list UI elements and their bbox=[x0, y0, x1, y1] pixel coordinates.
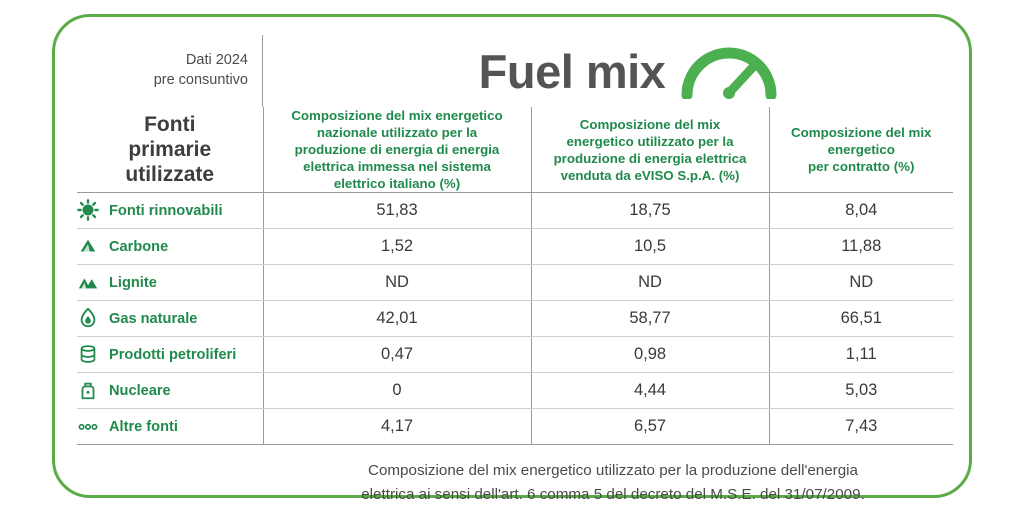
value-contract: 66,51 bbox=[769, 301, 953, 337]
source-cell bbox=[77, 337, 263, 373]
footnote bbox=[77, 459, 953, 506]
source-label: Prodotti petroliferi bbox=[109, 346, 237, 363]
hdr-c-l1: Composizione del mix bbox=[791, 125, 932, 141]
table-body bbox=[77, 193, 953, 445]
gauge-icon bbox=[681, 43, 777, 99]
source-label: Carbone bbox=[109, 238, 169, 255]
value-contract: 1,11 bbox=[769, 337, 953, 373]
footnote-line-2: elettrica ai sensi dell'art. 6 comma 5 del decreto del M.S.E. del 31/07/2009. bbox=[361, 485, 865, 503]
hdr-c-l3: per contratto (%) bbox=[808, 159, 915, 175]
table-row bbox=[77, 337, 953, 373]
table-row bbox=[77, 301, 953, 337]
source-cell bbox=[77, 373, 263, 409]
table-row bbox=[77, 373, 953, 409]
source-cell bbox=[77, 301, 263, 337]
other-sources-icon bbox=[77, 415, 99, 439]
value-contract: 5,03 bbox=[769, 373, 953, 409]
source-cell bbox=[77, 229, 263, 265]
column-header-national bbox=[263, 107, 531, 193]
table-row bbox=[77, 229, 953, 265]
value-national: ND bbox=[263, 265, 531, 301]
footnote-line-1: Composizione del mix energetico utilizzato per la produzione dell'energia bbox=[367, 462, 859, 480]
period-line-1: Dati 2024 bbox=[185, 52, 248, 69]
value-national: 4,17 bbox=[263, 409, 531, 445]
fuel-mix-card bbox=[52, 14, 972, 503]
nuclear-plant-icon bbox=[77, 379, 99, 403]
value-national: 1,52 bbox=[263, 229, 531, 265]
table-header-row bbox=[77, 107, 953, 193]
value-contract: ND bbox=[769, 265, 953, 301]
oil-barrel-icon bbox=[77, 343, 99, 367]
table-row bbox=[77, 193, 953, 229]
value-eviso: 4,44 bbox=[531, 373, 769, 409]
value-national: 0 bbox=[263, 373, 531, 409]
hdr-c-l2: energetico bbox=[827, 142, 895, 158]
value-national: 0,47 bbox=[263, 337, 531, 373]
title-block bbox=[263, 35, 953, 107]
value-national: 42,01 bbox=[263, 301, 531, 337]
value-eviso: 18,75 bbox=[531, 193, 769, 229]
gas-flame-icon bbox=[77, 307, 99, 331]
source-label: Altre fonti bbox=[109, 418, 178, 435]
table-row bbox=[77, 265, 953, 301]
source-label: Gas naturale bbox=[109, 310, 198, 327]
hdr-b-l1: Composizione del mix bbox=[579, 116, 721, 132]
source-cell bbox=[77, 193, 263, 229]
hdr-a-l1: Composizione del mix energetico bbox=[291, 108, 503, 123]
source-cell bbox=[77, 265, 263, 301]
period-label bbox=[77, 35, 263, 107]
source-cell bbox=[77, 409, 263, 445]
source-header-line-2: primarie bbox=[128, 137, 212, 161]
coal-icon bbox=[77, 235, 99, 259]
lignite-icon bbox=[77, 271, 99, 295]
value-eviso: 0,98 bbox=[531, 337, 769, 373]
hdr-b-l3: produzione di energia elettrica bbox=[553, 150, 747, 166]
value-eviso: 6,57 bbox=[531, 409, 769, 445]
value-eviso: ND bbox=[531, 265, 769, 301]
table-row bbox=[77, 409, 953, 445]
page-title: Fuel mix bbox=[478, 44, 666, 98]
source-column-header bbox=[77, 107, 263, 193]
value-contract: 7,43 bbox=[769, 409, 953, 445]
source-label: Lignite bbox=[109, 274, 157, 291]
source-header-line-1: Fonti bbox=[144, 112, 196, 136]
value-national: 51,83 bbox=[263, 193, 531, 229]
column-header-eviso bbox=[531, 107, 769, 193]
column-header-contract bbox=[769, 107, 953, 193]
hdr-a-l2: nazionale utilizzato per la bbox=[316, 125, 478, 141]
hdr-b-l2: energetico utilizzato per la bbox=[566, 133, 734, 149]
source-header-line-3: utilizzate bbox=[125, 163, 215, 187]
value-eviso: 58,77 bbox=[531, 301, 769, 337]
hdr-a-l4: elettrica immessa nel sistema bbox=[303, 159, 491, 175]
hdr-b-l4: venduta da eVISO S.p.A. (%) bbox=[560, 167, 740, 183]
card-inner bbox=[77, 35, 953, 503]
fuel-mix-table bbox=[77, 107, 953, 445]
value-contract: 11,88 bbox=[769, 229, 953, 265]
value-contract: 8,04 bbox=[769, 193, 953, 229]
hdr-a-l5: elettrico italiano (%) bbox=[333, 176, 461, 192]
renewable-sun-icon bbox=[77, 199, 99, 223]
source-label: Fonti rinnovabili bbox=[109, 202, 223, 219]
period-line-2: pre consuntivo bbox=[153, 72, 248, 88]
value-eviso: 10,5 bbox=[531, 229, 769, 265]
source-label: Nucleare bbox=[109, 382, 171, 399]
hdr-a-l3: produzione di energia di energia bbox=[294, 142, 500, 158]
card-header bbox=[77, 35, 953, 107]
